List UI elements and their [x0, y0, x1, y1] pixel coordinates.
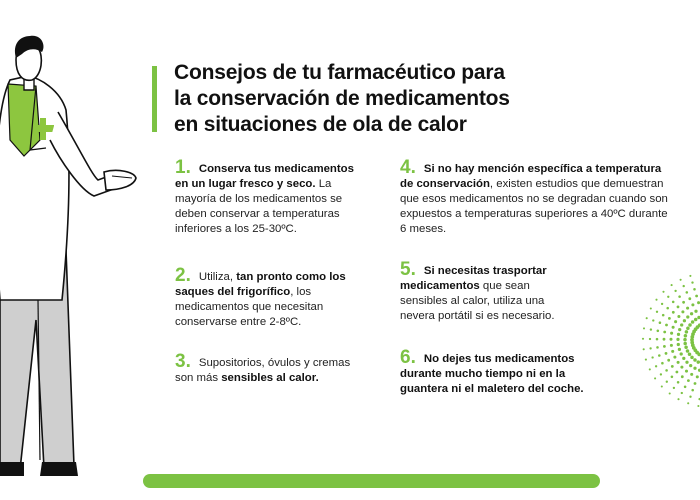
- decorative-dot: [652, 319, 654, 321]
- tip-text: Supositorios, óvulos y cremas son más: [175, 357, 351, 384]
- decorative-dot: [672, 301, 675, 304]
- tip-text: Utiliza,: [198, 271, 237, 283]
- decorative-dot: [656, 311, 658, 313]
- tip-emphasis: No dejes tus medicamentos durante mucho tiempo ni en la guantera ni el maletero del coche.: [400, 353, 584, 395]
- decorative-dot: [674, 320, 677, 323]
- decorative-dot: [680, 323, 683, 326]
- tip-item: [400, 347, 610, 397]
- decorative-dot: [670, 332, 673, 335]
- decorative-dot: [688, 323, 692, 327]
- tip-number: 1.: [175, 157, 191, 178]
- tip-item: [175, 351, 370, 386]
- decorative-dot: [663, 331, 666, 334]
- decorative-dot: [690, 312, 693, 315]
- decorative-dot: [687, 402, 689, 404]
- decorative-dot: [684, 346, 688, 350]
- tip-emphasis: sensibles al calor.: [221, 372, 319, 384]
- tip-item: [175, 157, 365, 237]
- decorative-dot: [691, 281, 693, 283]
- decorative-dot: [686, 349, 690, 353]
- decorative-dot: [688, 297, 691, 300]
- decorative-dot: [673, 356, 676, 359]
- decorative-dot: [665, 352, 668, 355]
- tip-text: , existen estudios que demuestran que esos medicamentos no se degradan cuando son expuestos a temperaturas superiores a 40ºC durante 6 meses.: [400, 178, 668, 235]
- decorative-dot: [697, 360, 700, 364]
- tip-text: , los medicamentos que necesitan conservarse entre 2-8ºC.: [175, 286, 324, 328]
- tip-number: 3.: [175, 351, 191, 372]
- decorative-dot: [656, 346, 659, 349]
- decorative-dot: [665, 324, 668, 327]
- decorative-dot: [683, 285, 685, 287]
- decorative-dot: [683, 338, 687, 342]
- decorative-dot: [691, 320, 695, 324]
- decorative-dot: [667, 296, 669, 298]
- decorative-dot: [686, 315, 689, 318]
- tip-item: [400, 157, 670, 237]
- decorative-dot: [649, 338, 651, 340]
- decorative-dot: [671, 376, 674, 379]
- tip-item: [400, 259, 580, 324]
- decorative-dot: [663, 338, 666, 341]
- tip-emphasis: Si no hay mención específica a temperatura de conservación: [400, 163, 662, 190]
- decorative-dot: [672, 311, 675, 314]
- decorative-dot: [683, 342, 687, 346]
- page-title: [174, 60, 594, 138]
- decorative-dot: [658, 354, 661, 357]
- decorative-dot: [649, 347, 651, 349]
- decorative-dot: [677, 315, 680, 318]
- decorative-dot: [670, 344, 673, 347]
- decorative-dot: [690, 373, 693, 376]
- decorative-dot: [672, 326, 675, 329]
- decorative-dot: [695, 295, 698, 298]
- decorative-dot: [659, 321, 662, 324]
- decorative-dot: [686, 307, 689, 310]
- decorative-dot: [687, 379, 690, 382]
- decorative-dot: [649, 368, 651, 370]
- decorative-dot: [686, 291, 689, 294]
- decorative-dot: [650, 307, 652, 309]
- decorative-dot: [694, 318, 698, 322]
- decorative-dot: [678, 295, 681, 298]
- decorative-dot: [661, 362, 664, 365]
- decorative-dot: [662, 314, 665, 317]
- decorative-dot: [673, 387, 675, 389]
- decorative-dot: [656, 338, 659, 341]
- decorative-dots: [630, 255, 700, 425]
- decorative-dot: [677, 398, 679, 400]
- tip-number: 6.: [400, 347, 416, 368]
- decorative-dot: [666, 381, 668, 383]
- decorative-dot: [654, 377, 656, 379]
- decorative-dot: [674, 290, 676, 292]
- decorative-dot: [643, 348, 645, 350]
- decorative-dot: [669, 392, 671, 394]
- decorative-dot: [676, 338, 679, 341]
- decorative-dot: [671, 365, 674, 368]
- decorative-dot: [677, 306, 680, 309]
- decorative-dot: [678, 328, 681, 331]
- decorative-dot: [667, 359, 670, 362]
- decorative-dot: [691, 303, 694, 306]
- decorative-dot: [684, 334, 688, 338]
- decorative-dot: [696, 375, 699, 378]
- decorative-dot: [655, 365, 657, 367]
- decorative-dot: [677, 381, 680, 384]
- decorative-dot: [684, 386, 687, 389]
- decorative-dot: [693, 288, 696, 291]
- decorative-dot: [668, 317, 671, 320]
- decorative-dot: [676, 371, 679, 374]
- decorative-dot: [650, 328, 652, 330]
- tip-emphasis: Conserva tus medicamentos en un lugar fresco y seco.: [175, 163, 354, 190]
- decorative-dot: [691, 389, 694, 392]
- title-accent-bar: [152, 66, 157, 132]
- decorative-dot: [662, 291, 664, 293]
- decorative-dot: [681, 375, 684, 378]
- decorative-dot: [642, 338, 644, 340]
- decorative-dot: [689, 275, 691, 277]
- decorative-dot: [677, 343, 680, 346]
- decorative-dot: [645, 359, 647, 361]
- decorative-dot: [655, 299, 657, 301]
- decorative-dot: [694, 382, 697, 385]
- title-line: Consejos de tu farmacéutico para: [174, 61, 505, 84]
- tip-number: 2.: [175, 265, 191, 286]
- decorative-dot: [661, 303, 663, 305]
- decorative-dot: [685, 330, 689, 334]
- bottom-accent-bar: [143, 474, 600, 488]
- decorative-dot: [681, 392, 683, 394]
- decorative-dot: [666, 307, 669, 310]
- decorative-dot: [693, 367, 696, 370]
- decorative-dot: [683, 319, 686, 322]
- decorative-dot: [682, 357, 685, 360]
- decorative-dot: [671, 350, 674, 353]
- decorative-dot: [685, 370, 688, 373]
- tip-item: [175, 265, 365, 330]
- decorative-dot: [688, 353, 692, 357]
- decorative-dot: [681, 310, 684, 313]
- pharmacist-illustration: [0, 0, 150, 500]
- decorative-dot: [671, 284, 673, 286]
- decorative-dot: [643, 327, 645, 329]
- decorative-dot: [689, 364, 692, 367]
- title-line: la conservación de medicamentos: [174, 87, 510, 110]
- decorative-dot: [693, 358, 697, 362]
- tip-emphasis: tan pronto como los saques del frigorífico: [175, 271, 346, 298]
- decorative-dot: [697, 405, 699, 407]
- decorative-dot: [665, 369, 668, 372]
- decorative-dot: [657, 330, 660, 333]
- decorative-dot: [669, 338, 672, 341]
- tip-number: 4.: [400, 157, 416, 178]
- tip-text: que sean sensibles al calor, utiliza una nevera portátil si es necesario.: [400, 280, 555, 322]
- decorative-dot: [660, 373, 662, 375]
- tip-number: 5.: [400, 259, 416, 280]
- decorative-dot: [677, 333, 680, 336]
- decorative-dot: [682, 301, 685, 304]
- title-line: en situaciones de ola de calor: [174, 113, 467, 136]
- decorative-dot: [663, 345, 666, 348]
- decorative-dot: [678, 348, 681, 351]
- tip-emphasis: Si necesitas trasportar medicamentos: [400, 265, 547, 292]
- decorative-dot: [686, 327, 690, 331]
- decorative-dot: [680, 279, 682, 281]
- decorative-dot: [680, 366, 683, 369]
- decorative-dot: [689, 396, 691, 398]
- decorative-dot: [646, 317, 648, 319]
- decorative-dot: [677, 361, 680, 364]
- decorative-dot: [685, 361, 688, 364]
- decorative-dot: [661, 385, 663, 387]
- decorative-dot: [694, 310, 697, 313]
- tip-text: La mayoría de los medicamentos se deben conservar a temperaturas inferiores a los 25-30ºC.: [175, 178, 343, 235]
- decorative-dot: [690, 356, 694, 360]
- decorative-dot: [680, 352, 683, 355]
- decorative-dot: [651, 356, 653, 358]
